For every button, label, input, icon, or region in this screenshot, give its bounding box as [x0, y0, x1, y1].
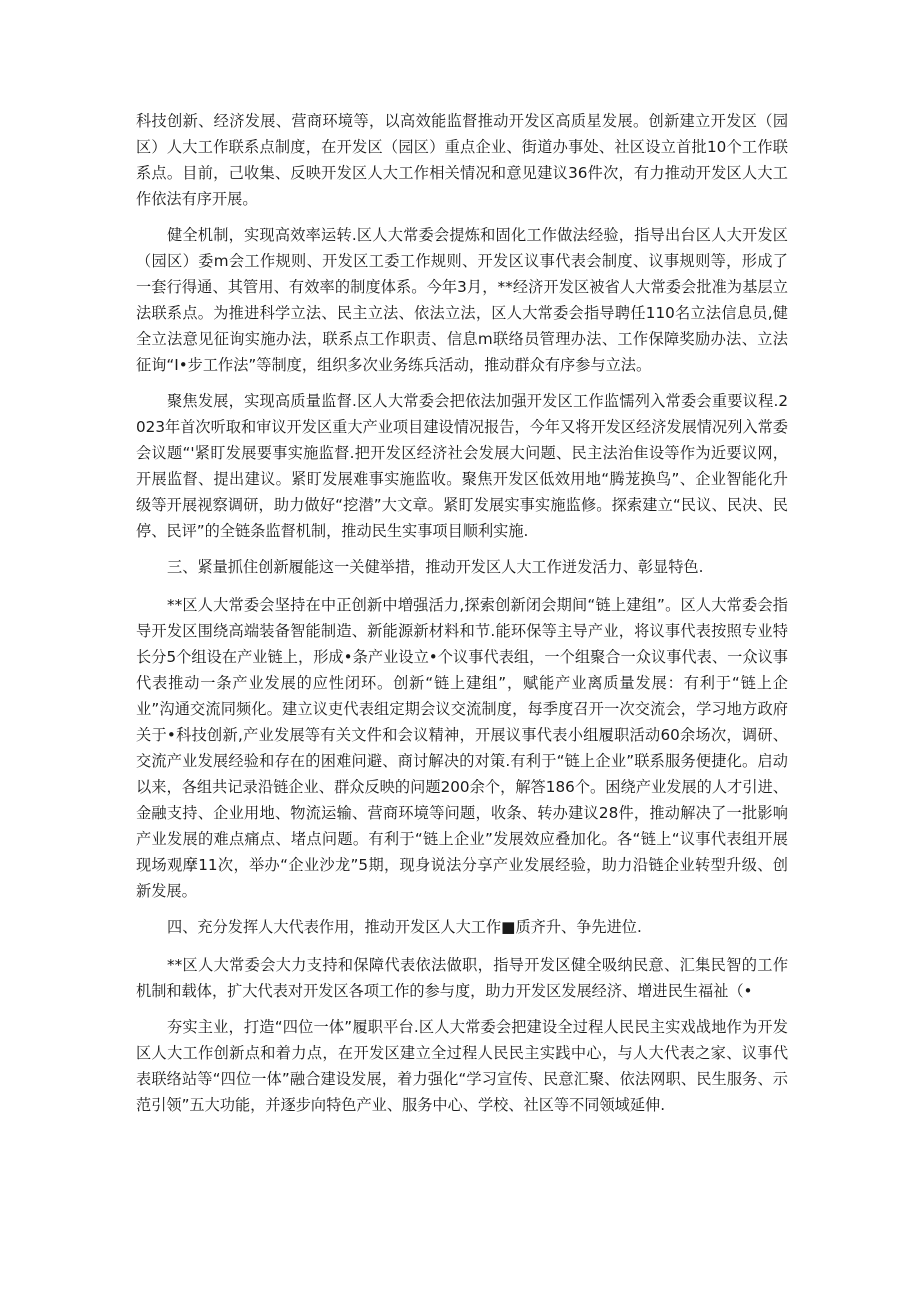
document-page — [136, 108, 788, 1128]
paragraph-chain-groups: **区人大常委会坚持在中正创新中増强活力,探索创新闭会期间“链上建组”。区人大常委会指导开发区围绕高端装备智能制造、新能源新材料和节.能环保等主导产业，将议事代表按照专业特长分5个组设在产业链上，形成•条产业设立•个议事代表组，一个组聚合一众议事代表、一众议事代表推动一条产业发展的应性闭环。创新“链上建组”，赋能产业离质量发展：有利于“链上企业”沟通交流同频化。建立议吏代表组定期会议交流制度，每季度召开一次交流会，学习地方政府关于•科技创新,产业发展等有关文件和会议精神，开展议事代表小组履职活动60余场次，调研、交流产业发展经验和存在的困难问避、商讨解决的对策.有利于“链上企业”联系服务便捷化。启动以来，各组共记录沿链企业、群众反映的问题200余个，解答186个。困绕产业发展的人才引进、金融支持、企业用地、物流运输、营商环境等问题，收条、转办建议28件，推动解决了一批影响产业发展的难点痛点、堵点问题。有利于“链上企业”发展效应叠加化。各“链上“议事代表组开展现场观摩11次，举办“企业沙龙”5期，现身说法分享产业发展经验，助力沿链企业转型升级、创新发展。 — [136, 596, 788, 900]
paragraph-oversight-and-contact-points: 科技创新、经济发展、营商环境等，以高效能监督推动开发区高质星发展。创新建立开发区（园区）人大工作联系点制度，在开发区（园区）重点企业、街道办事处、社区设立首批10个工作联系点。目前，己收集、反映开发区人大工作相关情况和意见建议36件次，有力推动开发区人大工作依法有序开展。 — [136, 112, 788, 208]
paragraph-four-in-one-platform: 夯实主业，打造“四位一体”履职平台.区人大常委会把建设全过程人民民主实戏战地作为开发区人大工作创新点和着力点，在开发区建立全过程人民民主实践中心，与人大代表之家、议事代表联络站等“四位一体”融合建设发展，着力强化“学习宣传、民意汇聚、依法网职、民生服务、示范引领”五大功能，并逐步向特色产业、服务中心、学校、社区等不同领域延伸. — [136, 1018, 788, 1114]
section-heading-four: 四、充分发挥人大代表作用，推动开发区人大工作■质齐升、争先进位. — [167, 918, 642, 936]
section-heading-three: 三、紧量抓住创新履能这一关健举措，推动开发区人大工作迸发活力、彰显特色. — [167, 558, 704, 576]
paragraph-development-supervision: 聚焦发展，实现高质量监督.区人大常委会把依法加强开发区工作监懦列入常委会重要议程.2023年首次听取和审议开发区重大产业项目建设情况报告，今年又将开发区经济发展情况列入常委会议题“'紧盯发展要事实施监督.把开发区经济社会发展大问题、民主法治隹设等作为近要议网，开展监督、提出建议。紧盯发展难事实施监收。聚焦开发区低效用地“腾茏换鸟”、企业智能化升级等开展视察调研，助力做好“挖潜”大文章。紧盯发展实事实施监修。探索建立“民议、民决、民停、民评”的全链条监督机制，推动民生实事项目顺利实施. — [136, 392, 788, 540]
paragraph-mechanism-legislation: 健全机制，实现高效率运转.区人大常委会提炼和固化工作做法经验，指导出台区人大开发区（园区）委m会工作规则、开发区工委工作规则、开发区议事代表会制度、议事规则等，形成了一套行得通、其管用、有效率的制度体系。今年3月，**经济开发区被省人大常委会批准为基层立法联系点。为推进科学立法、民主立法、依法立法，区人大常委会指导聘任110名立法信息员,健全立法意见征询实施办法，联系点工作职责、信息m联络员管理办法、工作保障奖励办法、立法征询“I•步工作法”等制度，组织多次业务练兵活动，推动群众有序参与立法。 — [136, 226, 788, 374]
paragraph-deputy-support: **区人大常委会大力支持和保障代表依法做职，指导开发区健全吸纳民意、汇集民智的工作机制和载体，扩大代表对开发区各项工作的参与度，助力开发区发展经济、增进民生福祉（• — [136, 956, 788, 1000]
